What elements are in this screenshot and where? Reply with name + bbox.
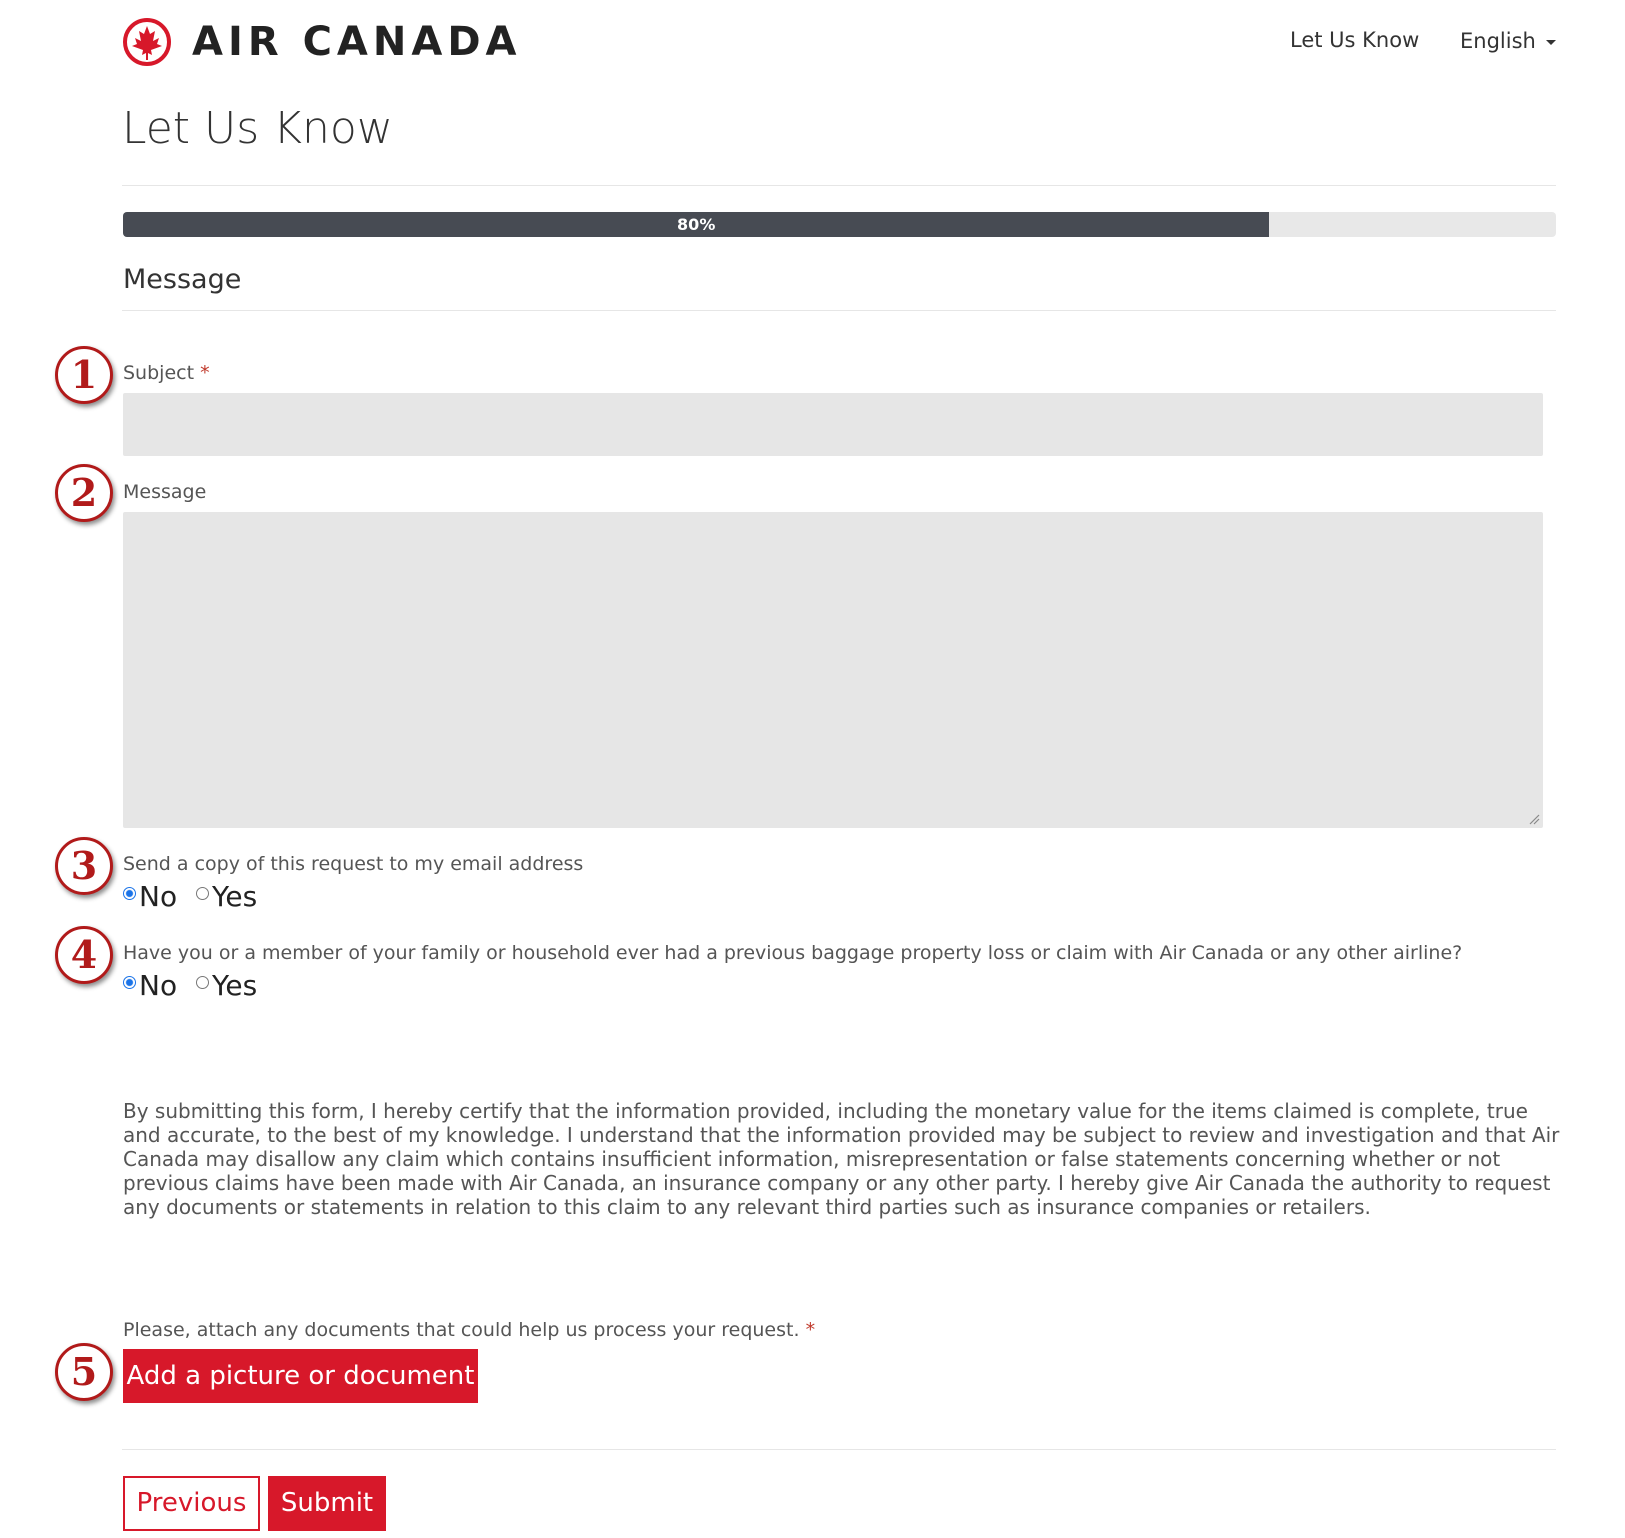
attach-label bbox=[123, 1319, 815, 1341]
email-copy-no-radio[interactable] bbox=[123, 887, 136, 900]
previous-claim-question: Have you or a member of your family or household ever had a previous baggage property loss or claim with Air Canada or any other airline? bbox=[123, 942, 1463, 964]
email-copy-question: Send a copy of this request to my email address bbox=[123, 853, 584, 875]
previous-button[interactable]: Previous bbox=[123, 1476, 260, 1531]
callout-marker-5: 5 bbox=[55, 1343, 113, 1401]
footer-divider bbox=[122, 1449, 1556, 1450]
callout-marker-3: 3 bbox=[55, 837, 113, 895]
section-divider bbox=[122, 310, 1556, 311]
callout-marker-4: 4 bbox=[55, 926, 113, 984]
nav-let-us-know-link[interactable]: Let Us Know bbox=[1290, 28, 1420, 52]
title-divider bbox=[122, 185, 1556, 186]
message-label: Message bbox=[123, 481, 207, 503]
required-asterisk: * bbox=[805, 1319, 816, 1341]
callout-marker-2: 2 bbox=[55, 464, 113, 522]
brand-wordmark[interactable]: AIR CANADA bbox=[192, 19, 522, 65]
email-copy-yes-label[interactable]: Yes bbox=[211, 880, 258, 913]
required-asterisk: * bbox=[200, 362, 210, 384]
progress-label: 80% bbox=[677, 215, 716, 234]
subject-input[interactable] bbox=[123, 393, 1543, 456]
certification-text: By submitting this form, I hereby certify that the information provided, including the monetary value for the items claimed is complete, true and accurate, to the best of my knowledge. I understand that the information provided may be subject to review and investigation and that Air Canada may disallow any claim which contains insufficient information, misrepresentation or false statements concerning whether or not previous claims have been made with Air Canada, an insurance company or any other party. I hereby give Air Canada the authority to request any documents or statements in relation to this claim to any relevant third parties such as insurance companies or retailers. bbox=[123, 1099, 1560, 1219]
previous-claim-no-radio[interactable] bbox=[123, 976, 136, 989]
message-textarea-wrapper bbox=[123, 512, 1543, 828]
email-copy-no-label[interactable]: No bbox=[139, 880, 178, 913]
previous-claim-yes-label[interactable]: Yes bbox=[211, 969, 258, 1002]
add-document-button[interactable]: Add a picture or document bbox=[123, 1349, 478, 1403]
page-title: Let Us Know bbox=[122, 103, 393, 154]
email-copy-radio-group bbox=[123, 880, 267, 913]
resize-handle-icon[interactable] bbox=[1528, 813, 1540, 825]
section-title: Message bbox=[123, 264, 242, 295]
progress-bar bbox=[123, 212, 1556, 237]
message-textarea[interactable] bbox=[123, 512, 1543, 828]
previous-claim-no-label[interactable]: No bbox=[139, 969, 178, 1002]
previous-claim-radio-group bbox=[123, 969, 267, 1002]
submit-button[interactable]: Submit bbox=[268, 1476, 386, 1531]
previous-claim-yes-radio[interactable] bbox=[196, 976, 209, 989]
email-copy-yes-radio[interactable] bbox=[196, 887, 209, 900]
maple-leaf-logo-icon[interactable] bbox=[122, 17, 172, 67]
language-label: English bbox=[1460, 29, 1536, 53]
attach-label-text: Please, attach any documents that could help us process your request. bbox=[123, 1319, 800, 1341]
subject-label-text: Subject bbox=[123, 362, 195, 384]
caret-down-icon bbox=[1546, 40, 1556, 45]
callout-marker-1: 1 bbox=[55, 346, 113, 404]
language-dropdown[interactable] bbox=[1460, 29, 1556, 53]
subject-label bbox=[123, 362, 210, 384]
